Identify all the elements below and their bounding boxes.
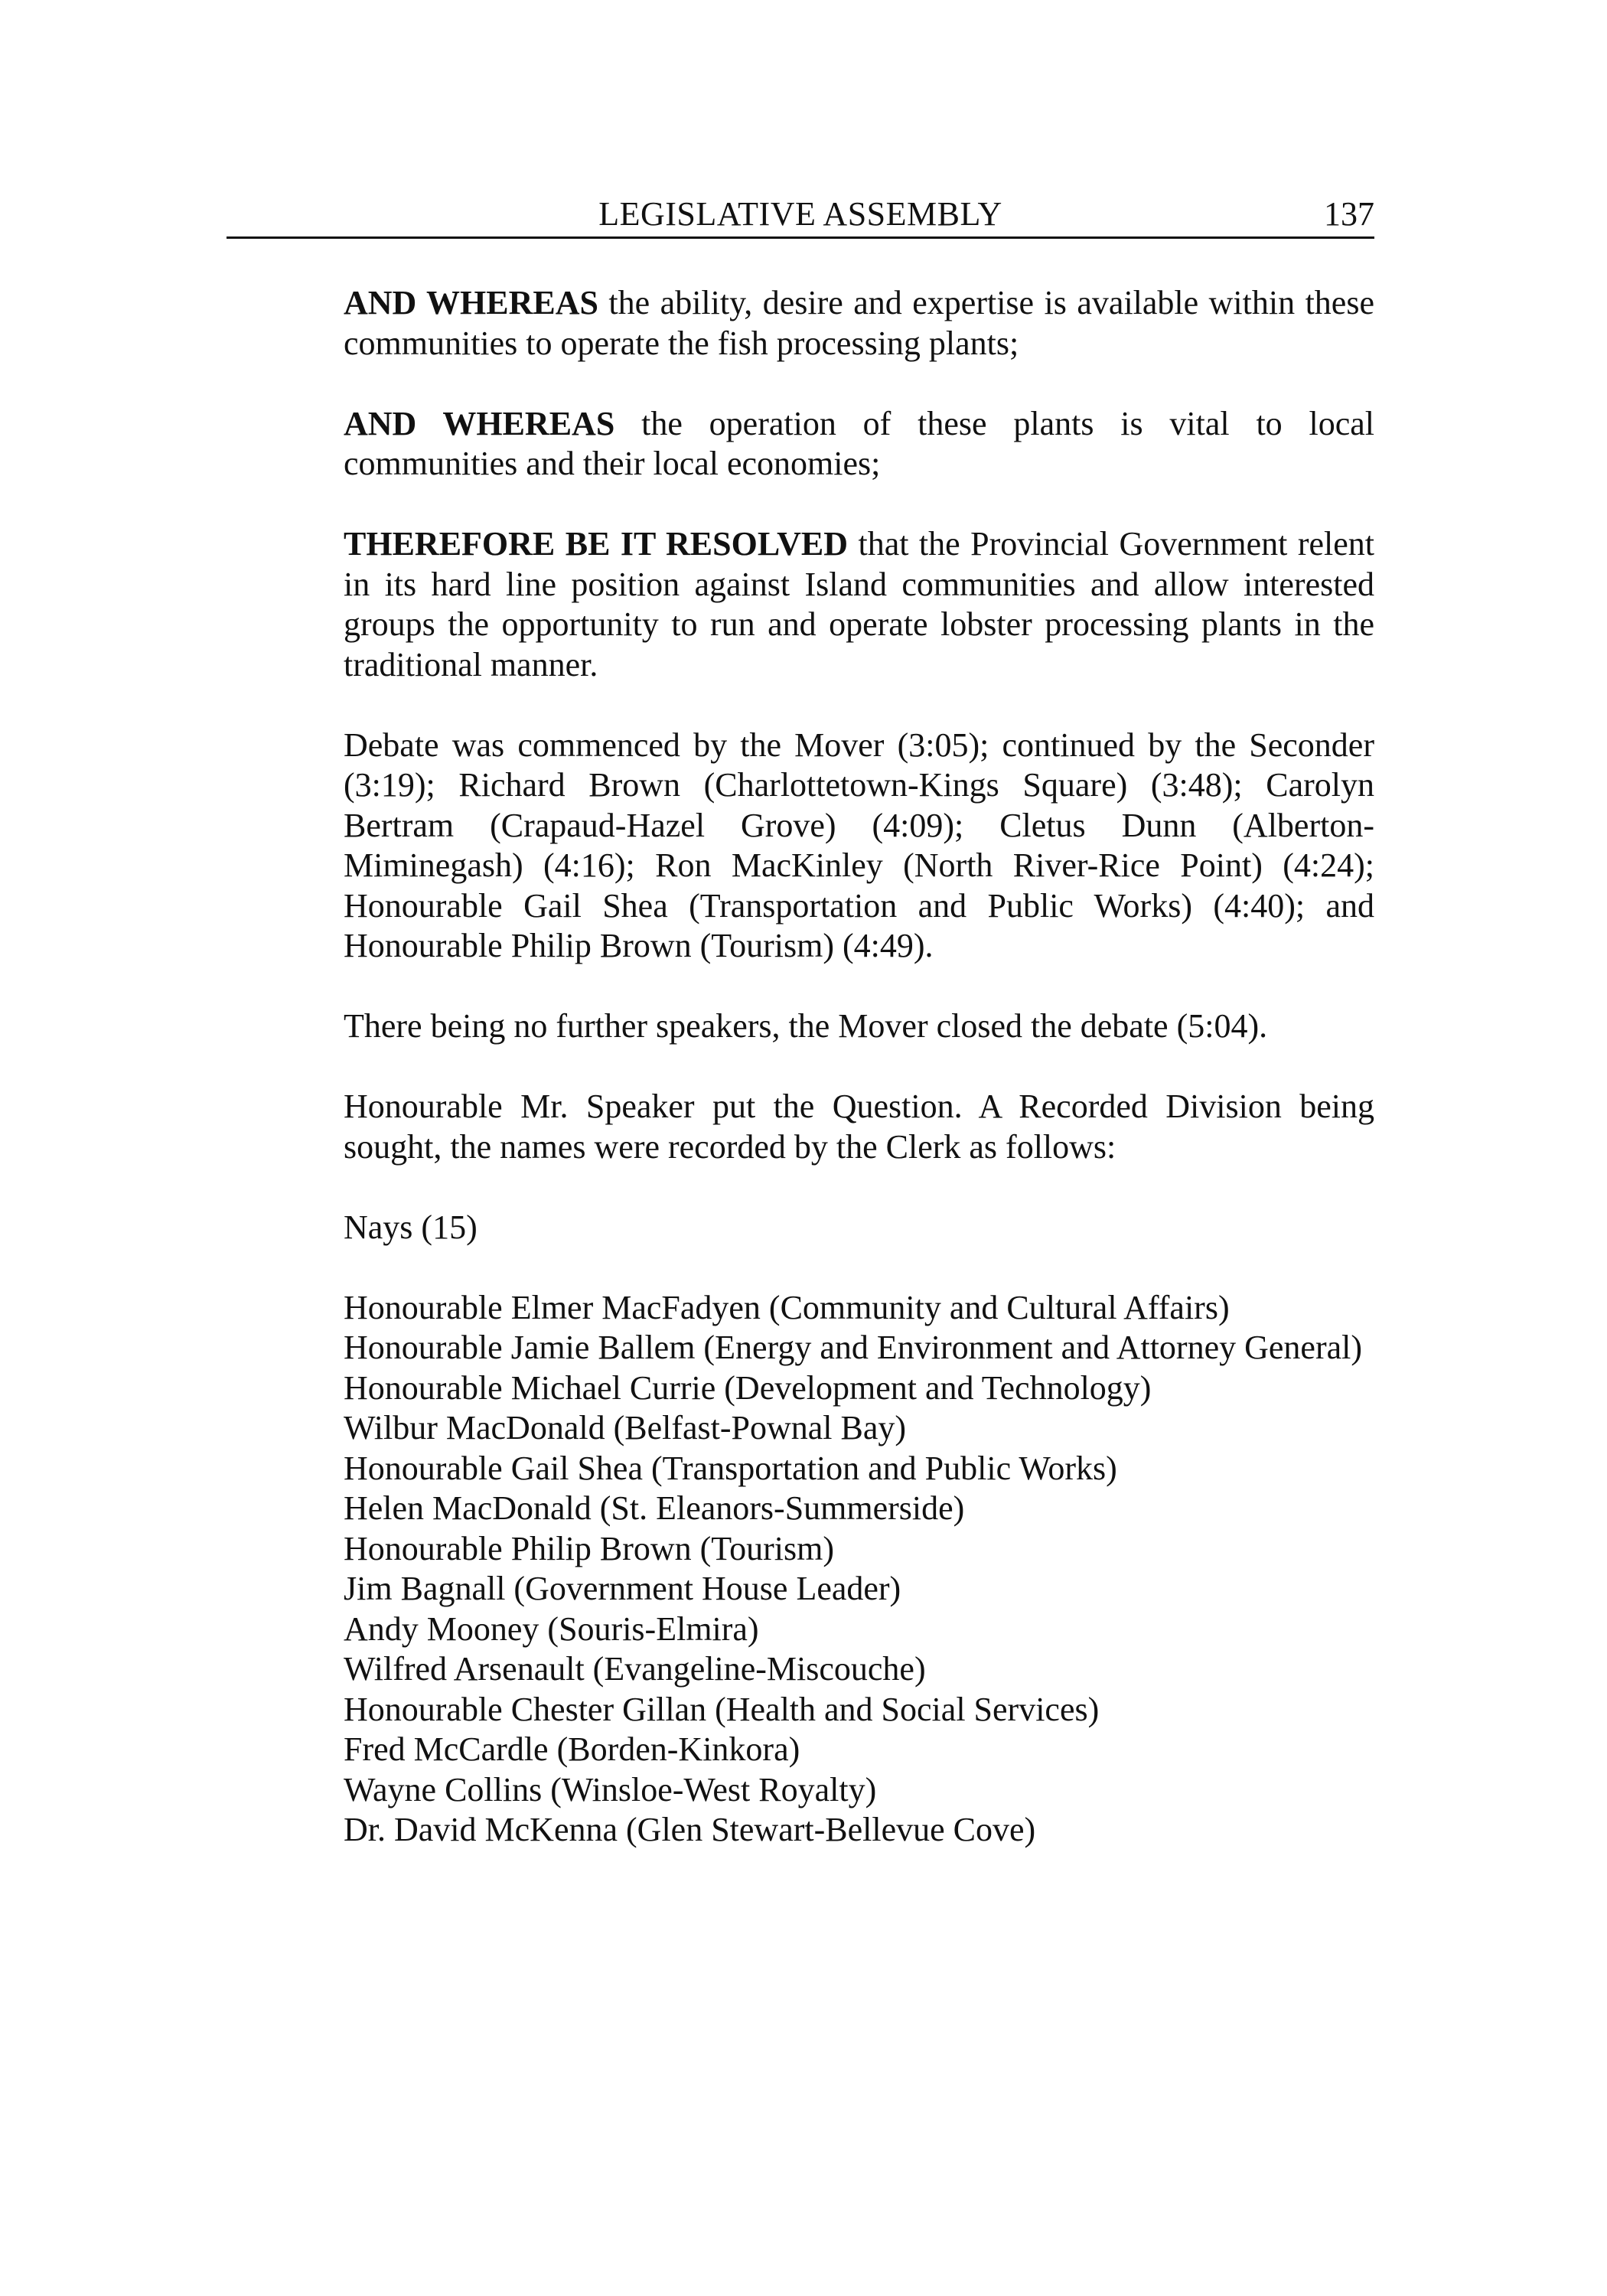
whereas-lead-2: AND WHEREAS	[344, 404, 615, 442]
question-paragraph: Honourable Mr. Speaker put the Question. A Recorded Division being sought, the names were recorded by the Clerk as follows:	[344, 1088, 1374, 1166]
whereas-paragraph-1	[344, 283, 1374, 364]
list-item: Wilbur MacDonald (Belfast-Pownal Bay)	[344, 1409, 907, 1446]
running-header	[227, 193, 1374, 239]
whereas-paragraph-2	[344, 404, 1374, 484]
resolved-text: that the Provincial Government relent in its hard line position against Island communities and allow interested groups the opportunity to run and operate lobster processing plants in the traditional manner.	[344, 525, 1374, 683]
list-item: Wilfred Arsenault (Evangeline-Miscouche)	[344, 1650, 926, 1688]
resolved-lead: THEREFORE BE IT RESOLVED	[344, 525, 849, 563]
page-number: 137	[1324, 195, 1374, 233]
list-item: Honourable Gail Shea (Transportation and Public Works)	[344, 1449, 1117, 1487]
list-item: Wayne Collins (Winsloe-West Royalty)	[344, 1770, 877, 1808]
whereas-text-2: the operation of these plants is vital to local communities and their local economies;	[344, 404, 1374, 482]
header-rule	[227, 236, 1374, 239]
whereas-lead-1: AND WHEREAS	[344, 284, 598, 321]
list-item: Honourable Chester Gillan (Health and Social Services)	[344, 1690, 1100, 1728]
nays-list	[344, 1288, 1374, 1851]
closing-paragraph: There being no further speakers, the Mover closed the debate (5:04).	[344, 1007, 1268, 1045]
list-item: Helen MacDonald (St. Eleanors-Summerside)	[344, 1489, 965, 1527]
document-body	[344, 283, 1374, 1851]
list-item: Andy Mooney (Souris-Elmira)	[344, 1609, 759, 1648]
resolved-paragraph	[344, 524, 1374, 685]
nays-heading: Nays (15)	[344, 1208, 478, 1246]
header-title: LEGISLATIVE ASSEMBLY	[598, 195, 1002, 233]
list-item: Honourable Philip Brown (Tourism)	[344, 1529, 834, 1567]
list-item: Fred McCardle (Borden-Kinkora)	[344, 1730, 800, 1768]
whereas-text-1: the ability, desire and expertise is available within these communities to operate the fish processing plants;	[344, 284, 1374, 362]
list-item: Dr. David McKenna (Glen Stewart-Bellevue Cove)	[344, 1811, 1036, 1848]
list-item: Honourable Michael Currie (Development and Technology)	[344, 1368, 1152, 1407]
debate-paragraph: Debate was commenced by the Mover (3:05); continued by the Seconder (3:19); Richard Brown (Charlottetown-Kings Square) (3:48); Carolyn Bertram (Crapaud-Hazel Grove) (4:09); Cletus Dunn (Alberton-Miminegash) (4:16); Ron MacKinley (North River-Rice Point) (4:24); Honourable Gail Shea (Transportation and Public Works) (4:40); and Honourable Philip Brown (Tourism) (4:49).	[344, 726, 1374, 964]
list-item: Jim Bagnall (Government House Leader)	[344, 1570, 901, 1607]
list-item: Honourable Elmer MacFadyen (Community and Cultural Affairs)	[344, 1288, 1230, 1326]
list-item: Honourable Jamie Ballem (Energy and Environment and Attorney General)	[344, 1329, 1362, 1366]
